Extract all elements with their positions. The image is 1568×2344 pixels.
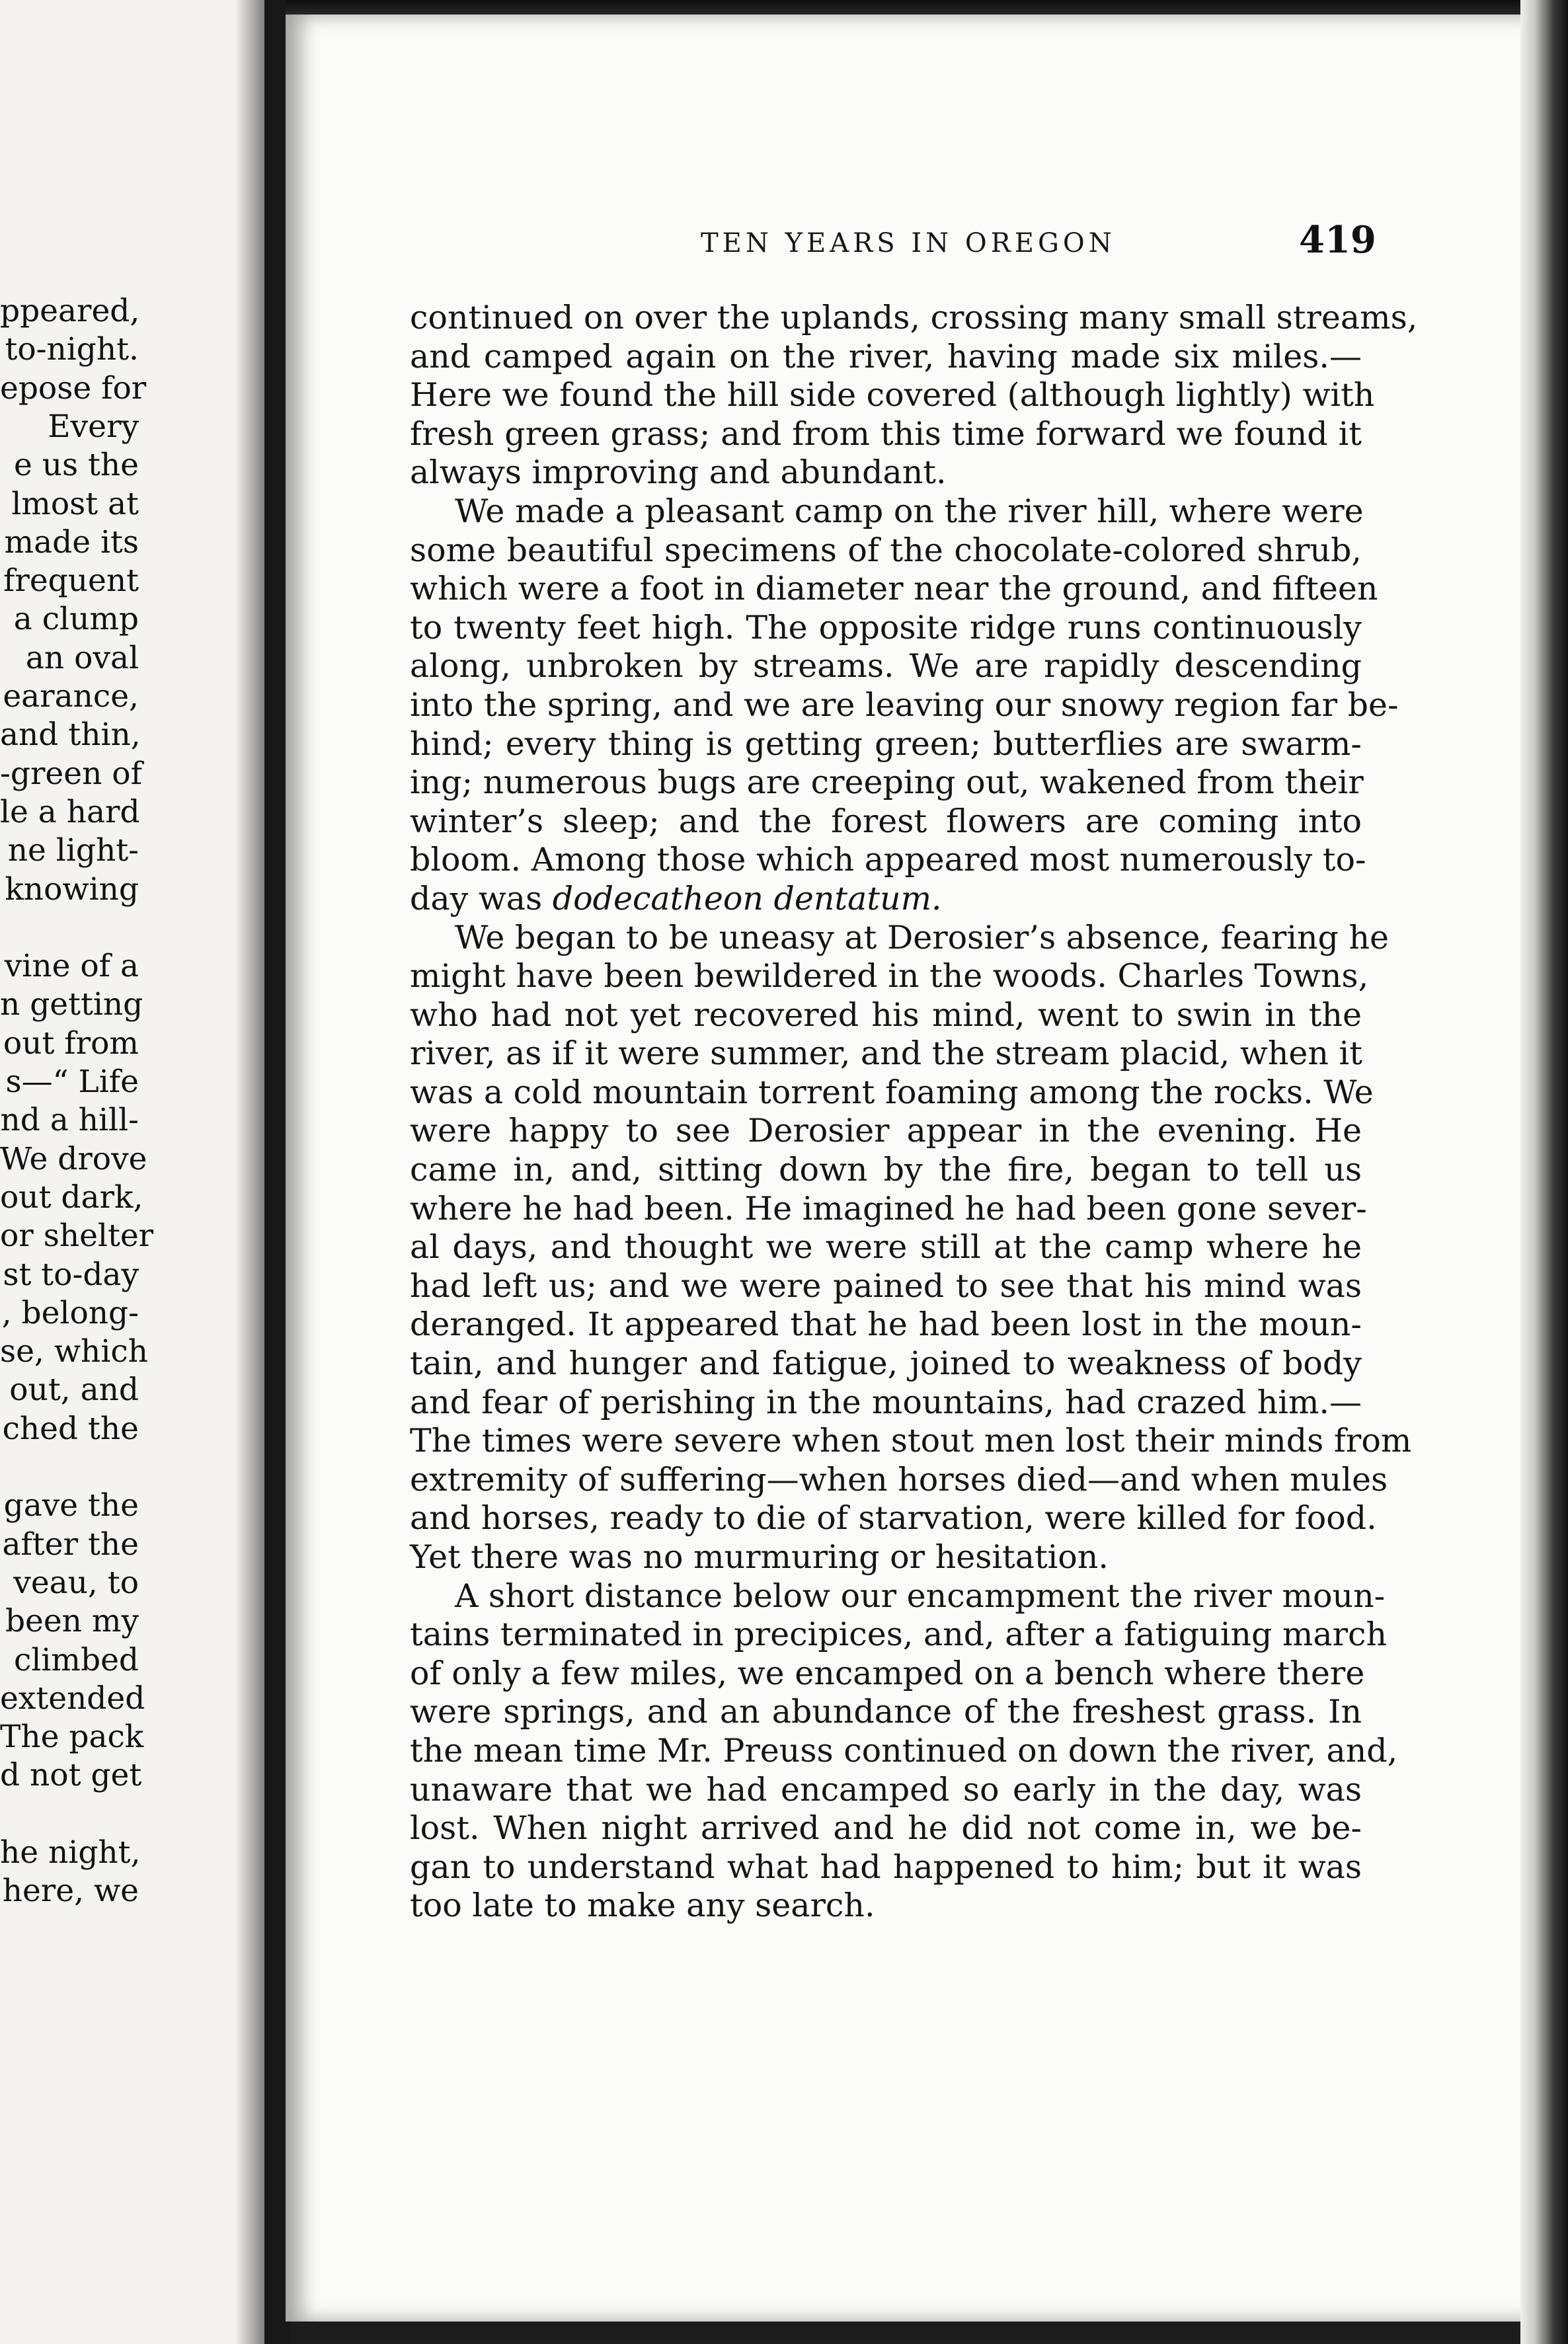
text-line bbox=[410, 1887, 1362, 1926]
text-line bbox=[410, 1577, 1386, 1616]
left-page-line: out from bbox=[3, 1025, 139, 1062]
text-line bbox=[410, 1267, 1362, 1306]
running-head-title: TEN YEARS IN OREGON bbox=[701, 228, 1116, 258]
right-page-edge bbox=[1520, 0, 1568, 2344]
text-line bbox=[410, 763, 1362, 802]
text-line bbox=[410, 725, 1362, 764]
text-run: were happy to see Derosier appear in the evening. He bbox=[410, 1112, 1362, 1150]
text-line bbox=[410, 841, 1366, 880]
text-line bbox=[410, 570, 1378, 609]
left-page-line: climbed bbox=[14, 1641, 139, 1678]
text-run: some beautiful specimens of the chocolate-colored shrub, bbox=[410, 531, 1362, 569]
left-page-line: se, which bbox=[0, 1333, 148, 1370]
text-line bbox=[410, 453, 1362, 492]
left-page-line: veau, to bbox=[13, 1564, 139, 1601]
left-page-line: out dark, bbox=[0, 1179, 143, 1216]
left-page-line: after the bbox=[2, 1526, 139, 1563]
text-run: might have been bewildered in the woods. Charles Towns, bbox=[410, 957, 1369, 996]
left-page-line: ppeared, bbox=[0, 293, 140, 329]
text-run: day was bbox=[410, 879, 553, 918]
left-page-line: Every bbox=[48, 408, 139, 445]
left-page-line: ched the bbox=[2, 1410, 139, 1447]
left-page-line: frequent bbox=[3, 563, 139, 600]
text-line bbox=[410, 918, 1390, 958]
text-run: which were a foot in diameter near the ground, and fifteen bbox=[410, 570, 1378, 608]
left-page-line: to-night. bbox=[5, 331, 139, 368]
body-text bbox=[410, 299, 1418, 1926]
text-line bbox=[410, 1345, 1362, 1384]
text-run: to twenty feet high. The opposite ridge runs continuously bbox=[410, 608, 1362, 646]
left-page-line: epose for bbox=[0, 370, 147, 407]
text-line bbox=[410, 957, 1369, 996]
text-line bbox=[410, 685, 1399, 725]
top-edge-shadow bbox=[286, 0, 1568, 16]
text-line bbox=[410, 1073, 1374, 1113]
text-line bbox=[410, 415, 1362, 454]
text-run: bloom. Among those which appeared most numerously to- bbox=[410, 841, 1366, 879]
text-line bbox=[410, 1151, 1362, 1190]
text-line bbox=[410, 1422, 1412, 1461]
left-page-line: st to-day bbox=[3, 1256, 139, 1293]
left-page-line: here, we bbox=[2, 1873, 139, 1910]
text-run: came in, and, sitting down by the fire, began to tell us bbox=[410, 1151, 1362, 1189]
text-run: We began to be uneasy at Derosier’s absence, fearing he bbox=[455, 918, 1390, 957]
text-line bbox=[410, 531, 1362, 570]
text-line bbox=[410, 376, 1375, 415]
left-page-line: made its bbox=[4, 524, 139, 561]
text-run: hind; every thing is getting green; butterflies are swarm- bbox=[410, 724, 1362, 763]
text-run: where he had been. He imagined he had been gone sever- bbox=[410, 1189, 1367, 1228]
page-number: 419 bbox=[1299, 218, 1376, 262]
text-line bbox=[410, 299, 1418, 338]
text-run: the mean time Mr. Preuss continued on down the river, and, bbox=[410, 1731, 1398, 1770]
text-run: continued on over the uplands, crossing many small streams, bbox=[410, 299, 1418, 336]
left-page-line: We drove bbox=[0, 1140, 147, 1177]
text-run: extremity of suffering—when horses died—and when mules bbox=[410, 1460, 1388, 1499]
left-page-line: e us the bbox=[13, 447, 139, 484]
text-run: gan to understand what had happened to him; but it was bbox=[410, 1848, 1362, 1886]
text-line bbox=[410, 1654, 1365, 1694]
italic-run: dodecatheon dentatum. bbox=[552, 879, 942, 918]
left-page-line: -green of bbox=[0, 755, 142, 792]
text-line bbox=[410, 1112, 1362, 1151]
text-line bbox=[410, 1538, 1362, 1577]
text-run: winter’s sleep; and the forest flowers are coming into bbox=[410, 802, 1362, 840]
text-line bbox=[410, 338, 1362, 377]
text-run: tain, and hunger and fatigue, joined to weakness of body bbox=[410, 1345, 1362, 1383]
text-line bbox=[410, 1616, 1388, 1655]
text-line bbox=[410, 880, 1362, 919]
text-line bbox=[410, 1693, 1362, 1732]
left-page-line: n getting bbox=[0, 986, 143, 1023]
left-page-line: a clump bbox=[13, 601, 139, 638]
left-page-line: , belong- bbox=[1, 1294, 139, 1331]
text-line bbox=[410, 1771, 1362, 1810]
text-run: fresh green grass; and from this time forward we found it bbox=[410, 414, 1362, 453]
text-run: and horses, ready to die of starvation, were killed for food. bbox=[410, 1499, 1377, 1538]
text-run: Yet there was no murmuring or hesitation. bbox=[410, 1538, 1109, 1576]
text-line bbox=[410, 609, 1362, 648]
left-page-line: d not get bbox=[0, 1757, 142, 1794]
left-page-line: extended bbox=[0, 1680, 145, 1717]
text-line bbox=[410, 996, 1362, 1035]
text-line bbox=[410, 1306, 1362, 1345]
left-page-line: earance, bbox=[3, 678, 139, 715]
text-run: A short distance below our encampment the river moun- bbox=[455, 1577, 1386, 1615]
text-run: tains terminated in precipices, and, after a fatiguing march bbox=[410, 1616, 1388, 1654]
text-run: and fear of perishing in the mountains, had crazed him.— bbox=[410, 1383, 1362, 1421]
text-run: We made a pleasant camp on the river hill, where were bbox=[455, 492, 1364, 530]
text-run: into the spring, and we are leaving our snowy region far be- bbox=[410, 685, 1399, 724]
text-line bbox=[410, 1460, 1388, 1500]
text-run: unaware that we had encamped so early in the day, was bbox=[410, 1770, 1362, 1809]
text-line bbox=[410, 647, 1362, 686]
left-page-line: lmost at bbox=[11, 485, 139, 522]
text-line bbox=[410, 1809, 1362, 1848]
left-page-line: nd a hill- bbox=[0, 1102, 139, 1139]
left-page-line: been my bbox=[5, 1603, 139, 1640]
left-page-line: and thin, bbox=[0, 717, 141, 754]
left-page-line: out, and bbox=[9, 1372, 139, 1409]
text-run: too late to make any search. bbox=[410, 1887, 875, 1925]
left-page-line: vine of a bbox=[4, 948, 139, 985]
text-run: who had not yet recovered his mind, went to swin in the bbox=[410, 996, 1362, 1034]
left-page-line: gave the bbox=[3, 1487, 139, 1524]
text-line bbox=[410, 1189, 1367, 1229]
text-run: always improving and abundant. bbox=[410, 453, 947, 492]
left-page-line: an oval bbox=[25, 639, 139, 676]
text-run: was a cold mountain torrent foaming among the rocks. We bbox=[410, 1073, 1374, 1111]
left-page-line: or shelter bbox=[0, 1218, 154, 1255]
text-line bbox=[410, 1848, 1362, 1887]
text-run: deranged. It appeared that he had been lost in the moun- bbox=[410, 1306, 1362, 1344]
left-page-line: knowing bbox=[5, 871, 139, 908]
text-run: of only a few miles, we encamped on a bench where there bbox=[410, 1654, 1365, 1692]
left-page-line: s—“ Life bbox=[5, 1064, 139, 1100]
text-run: river, as if it were summer, and the stream placid, when it bbox=[410, 1035, 1362, 1073]
text-run: lost. When night arrived and he did not come in, we be- bbox=[410, 1809, 1362, 1848]
left-page-line: le a hard bbox=[0, 793, 140, 830]
text-run: had left us; and we were pained to see that his mind was bbox=[410, 1267, 1362, 1305]
text-line bbox=[410, 1228, 1362, 1267]
left-page-line: ne light- bbox=[7, 832, 139, 869]
left-page-line: he night, bbox=[0, 1834, 141, 1871]
text-run: Here we found the hill side covered (although lightly) with bbox=[410, 376, 1375, 414]
text-run: along, unbroken by streams. We are rapidly descending bbox=[410, 647, 1362, 685]
text-run: The times were severe when stout men lost their minds from bbox=[410, 1422, 1412, 1460]
text-run: were springs, and an abundance of the freshest grass. In bbox=[410, 1693, 1362, 1731]
text-line bbox=[410, 1035, 1362, 1074]
text-line bbox=[410, 1384, 1362, 1423]
facing-page-left bbox=[0, 0, 264, 2344]
text-run: and camped again on the river, having made six miles.— bbox=[410, 337, 1362, 375]
text-line bbox=[410, 1499, 1377, 1538]
text-run: al days, and thought we were still at the camp where he bbox=[410, 1228, 1362, 1267]
text-line bbox=[410, 1731, 1398, 1771]
left-page-line: The pack bbox=[0, 1719, 144, 1756]
text-run: ing; numerous bugs are creeping out, wakened from their bbox=[410, 763, 1364, 802]
text-line bbox=[410, 492, 1362, 531]
text-line bbox=[410, 802, 1362, 841]
